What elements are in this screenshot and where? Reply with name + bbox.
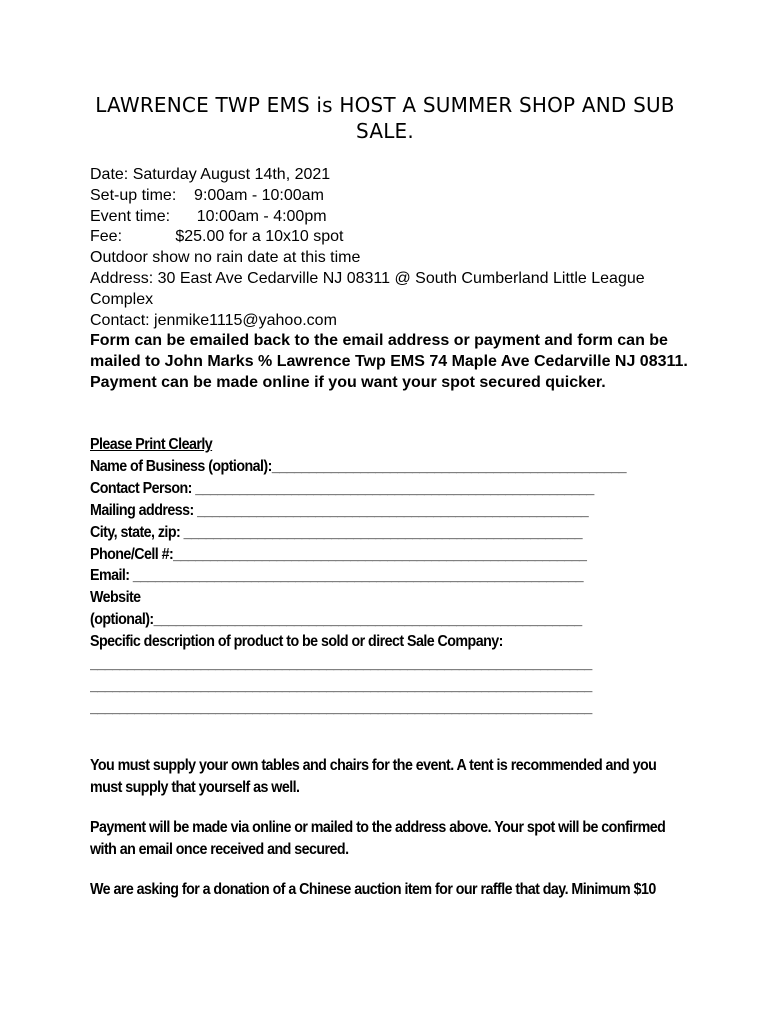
business-name-field[interactable]: Name of Business (optional):________________________________________________ (90, 457, 627, 475)
description-line-1[interactable]: ____________________________________________________________________ (90, 655, 592, 673)
description-line-3[interactable]: ____________________________________________________________________ (90, 698, 592, 716)
website-label: Website (90, 589, 141, 607)
rain-policy: Outdoor show no rain date at this time (90, 249, 361, 267)
submission-instructions: Form can be emailed back to the email address or payment and form can be mailed to John Marks % Lawrence Twp EMS 74 Maple Ave Cedarville NJ 08311. Payment can be made online if you want your spot secured quicker. (90, 332, 688, 391)
contact-email: Contact: jenmike1115@yahoo.com (90, 311, 337, 329)
phone-field[interactable]: Phone/Cell #:________________________________________________________ (90, 545, 587, 563)
description-label: Specific description of product to be sold or direct Sale Company: (90, 633, 503, 651)
contact-person-field[interactable]: Contact Person: ______________________________________________________ (90, 479, 594, 497)
setup-time: Set-up time: 9:00am - 10:00am (90, 186, 324, 204)
event-info (90, 165, 690, 394)
tables-note: You must supply your own tables and chairs for the event. A tent is recommended and you must supply that yourself as well. (90, 757, 657, 796)
event-address: Address: 30 East Ave Cedarville NJ 08311 @ South Cumberland Little League Complex (90, 269, 645, 308)
city-state-zip-field[interactable]: City, state, zip: ______________________________________________________ (90, 523, 583, 541)
event-time: Event time: 10:00am - 4:00pm (90, 207, 327, 225)
donation-note: We are asking for a donation of a Chinese auction item for our raffle that day. Minimum $10 (90, 880, 656, 898)
form-heading: Please Print Clearly (90, 436, 213, 453)
vendor-notes (90, 755, 680, 919)
description-line-2[interactable]: ____________________________________________________________________ (90, 676, 592, 694)
event-date: Date: Saturday August 14th, 2021 (90, 166, 331, 183)
payment-note: Payment will be made via online or mailed to the address above. Your spot will be confirmed with an email once received and secured. (90, 818, 666, 858)
page-title: LAWRENCE TWP EMS is HOST A SUMMER SHOP AND SUB SALE. (95, 93, 675, 143)
website-field[interactable]: (optional):__________________________________________________________ (90, 611, 582, 629)
mailing-address-field[interactable]: Mailing address: _____________________________________________________ (90, 501, 589, 519)
email-field[interactable]: Email: _____________________________________________________________ (90, 567, 584, 585)
vendor-form (90, 434, 680, 719)
event-fee: Fee: $25.00 for a 10x10 spot (90, 228, 344, 246)
